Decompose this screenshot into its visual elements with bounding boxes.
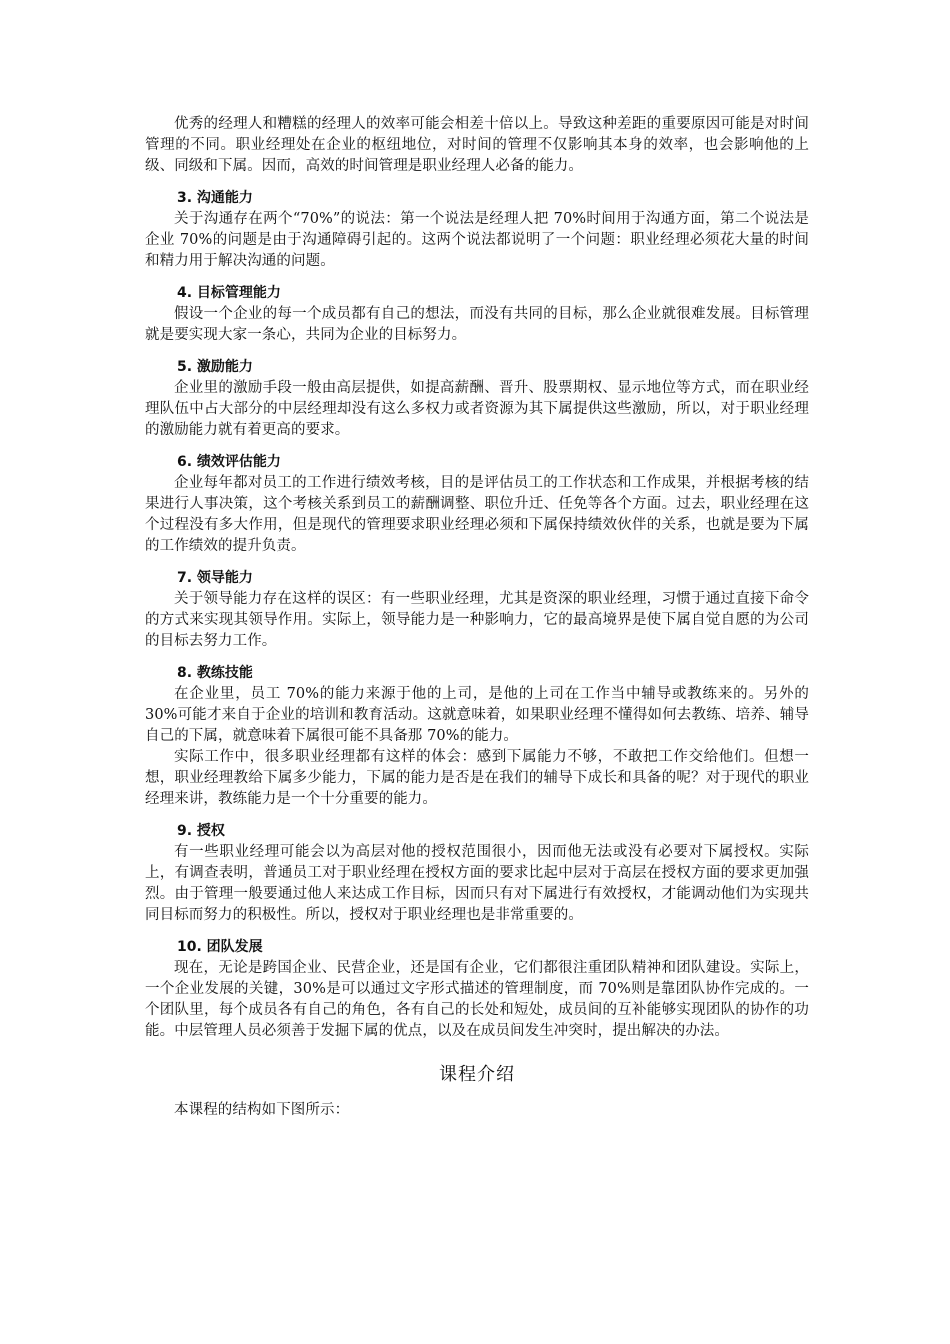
section-heading: 6. 绩效评估能力 — [177, 454, 281, 470]
section-heading: 9. 授权 — [177, 823, 225, 839]
section-delegation — [145, 821, 809, 926]
course-intro-paragraph: 本课程的结构如下图所示： — [174, 1102, 350, 1118]
section-motivation — [145, 357, 809, 441]
section-performance-evaluation — [145, 452, 809, 557]
section-heading: 7. 领导能力 — [177, 570, 253, 586]
section-heading: 4. 目标管理能力 — [177, 285, 281, 301]
section-paragraph: 关于领导能力存在这样的误区：有一些职业经理，尤其是资深的职业经理，习惯于通过直接下命令的方式来实现其领导作用。实际上，领导能力是一种影响力，它的最高境界是使下属自觉自愿的为公司的目标去努力工作。 — [145, 591, 809, 649]
section-paragraph: 企业里的激励手段一般由高层提供，如提高薪酬、晋升、股票期权、显示地位等方式，而在职业经理队伍中占大部分的中层经理却没有这么多权力或者资源为其下属提供这些激励，所以，对于职业经理的激励能力就有着更高的要求。 — [145, 380, 809, 438]
document-page — [145, 114, 809, 1121]
section-goal-management — [145, 283, 809, 346]
section-paragraph: 有一些职业经理可能会以为高层对他的授权范围很小，因而他无法或没有必要对下属授权。实际上，有调查表明，普通员工对于职业经理在授权方面的要求比起中层对于高层在授权方面的要求更加强烈。由于管理一般要通过他人来达成工作目标，因而只有对下属进行有效授权，才能调动他们为实现共同目标而努力的积极性。所以，授权对于职业经理也是非常重要的。 — [145, 844, 809, 923]
section-heading: 8. 教练技能 — [177, 665, 253, 681]
section-paragraph: 企业每年都对员工的工作进行绩效考核，目的是评估员工的工作状态和工作成果，并根据考核的结果进行人事决策，这个考核关系到员工的薪酬调整、职位升迁、任免等各个方面。过去，职业经理在这个过程没有多大作用，但是现代的管理要求职业经理必须和下属保持绩效伙伴的关系，也就是要为下属的工作绩效的提升负责。 — [145, 475, 809, 554]
section-heading: 5. 激励能力 — [177, 359, 253, 375]
section-communication — [145, 188, 809, 272]
section-paragraph: 假设一个企业的每一个成员都有自己的想法，而没有共同的目标，那么企业就很难发展。目标管理就是要实现大家一条心，共同为企业的目标努力。 — [145, 306, 809, 343]
section-heading: 3. 沟通能力 — [177, 190, 253, 206]
section-leadership — [145, 568, 809, 652]
section-paragraph: 关于沟通存在两个“70%”的说法：第一个说法是经理人把 70%时间用于沟通方面，第二个说法是企业 70%的问题是由于沟通障碍引起的。这两个说法都说明了一个问题：职业经理必须花大量的时间和精力用于解决沟通的问题。 — [145, 211, 809, 269]
course-title: 课程介绍 — [439, 1064, 515, 1085]
intro-paragraph: 优秀的经理人和糟糕的经理人的效率可能会相差十倍以上。导致这种差距的重要原因可能是对时间管理的不同。职业经理处在企业的枢纽地位，对时间的管理不仅影响其本身的效率，也会影响他的上级、同级和下属。因而，高效的时间管理是职业经理人必备的能力。 — [145, 116, 809, 174]
section-coaching — [145, 663, 809, 810]
section-paragraph: 实际工作中，很多职业经理都有这样的体会：感到下属能力不够，不敢把工作交给他们。但想一想，职业经理教给下属多少能力，下属的能力是否是在我们的辅导下成长和具备的呢？对于现代的职业经理来讲，教练能力是一个十分重要的能力。 — [145, 749, 809, 807]
section-paragraph: 在企业里，员工 70%的能力来源于他的上司，是他的上司在工作当中辅导或教练来的。另外的 30%可能才来自于企业的培训和教育活动。这就意味着，如果职业经理不懂得如何去教练、培养、辅导自己的下属，就意味着下属很可能不具备那 70%的能力。 — [145, 686, 809, 744]
section-paragraph: 现在，无论是跨国企业、民营企业，还是国有企业，它们都很注重团队精神和团队建设。实际上，一个企业发展的关键，30%是可以通过文字形式描述的管理制度，而 70%则是靠团队协作完成的。一个团队里，每个成员各有自己的角色，各有自己的长处和短处，成员间的互补能够实现团队的协作的功能。中层管理人员必须善于发掘下属的优点，以及在成员间发生冲突时，提出解决的办法。 — [145, 960, 809, 1039]
section-heading: 10. 团队发展 — [177, 939, 263, 955]
section-team-development — [145, 937, 809, 1042]
